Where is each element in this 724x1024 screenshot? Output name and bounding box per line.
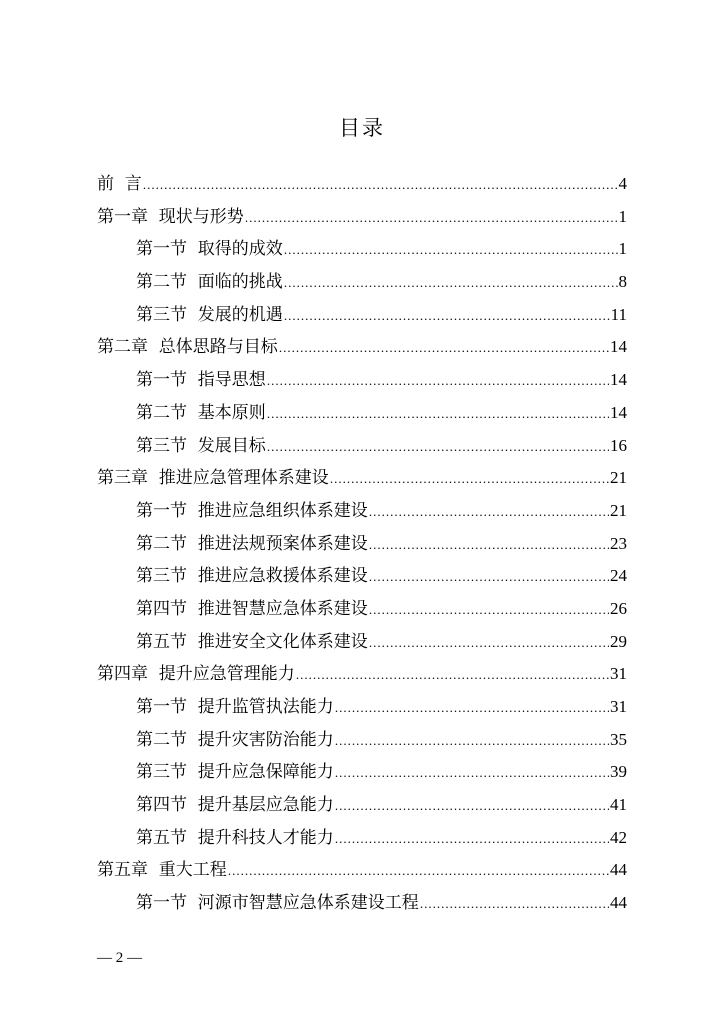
toc-dot-leader (267, 431, 609, 464)
toc-page-number: 8 (618, 272, 627, 292)
toc-dot-leader (420, 888, 609, 921)
toc-section-entry[interactable] (97, 266, 627, 299)
toc-entry-label: 第三节 发展的机遇 (136, 304, 283, 325)
toc-entry-label: 第三节 发展目标 (136, 435, 266, 456)
toc-page-number: 44 (610, 893, 627, 913)
toc-page-number: 39 (610, 762, 627, 782)
toc-dot-leader (335, 790, 609, 823)
toc-entry-label: 第三章 推进应急管理体系建设 (97, 468, 329, 489)
toc-dot-leader (296, 659, 609, 692)
toc-dot-leader (279, 332, 609, 365)
toc-entry-label: 第一节 提升监管执法能力 (136, 697, 334, 717)
toc-dot-leader (143, 169, 618, 202)
toc-page-number: 4 (618, 174, 627, 193)
toc-dot-leader (369, 627, 609, 660)
toc-chapter-entry[interactable] (97, 462, 627, 495)
toc-page-number: 14 (610, 337, 627, 357)
toc-section-entry[interactable] (97, 233, 627, 266)
toc-dot-leader (284, 267, 618, 300)
toc-dot-leader (335, 725, 609, 758)
toc-section-entry[interactable] (97, 495, 627, 528)
toc-entry-label: 前 言 (97, 174, 142, 194)
toc-entry-label: 第二节 基本原则 (136, 402, 266, 423)
page-number-footer: — 2 — (97, 950, 142, 966)
toc-chapter-entry[interactable] (97, 201, 627, 234)
table-of-contents (97, 168, 627, 920)
toc-entry-label: 第一章 现状与形势 (97, 206, 244, 227)
toc-entry-label: 第四节 提升基层应急能力 (136, 795, 334, 816)
toc-dot-leader (245, 202, 618, 235)
toc-entry-label: 第四节 推进智慧应急体系建设 (136, 598, 368, 619)
toc-entry-label: 第三节 推进应急救援体系建设 (136, 566, 368, 587)
toc-section-entry[interactable] (97, 887, 627, 920)
toc-dot-leader (228, 855, 609, 888)
toc-section-entry[interactable] (97, 430, 627, 463)
toc-dot-leader (284, 234, 618, 267)
toc-dot-leader (369, 561, 609, 594)
toc-page-number: 44 (610, 860, 627, 880)
toc-chapter-entry[interactable] (97, 168, 627, 201)
toc-section-entry[interactable] (97, 756, 627, 789)
toc-entry-label: 第五节 推进安全文化体系建设 (136, 631, 368, 652)
toc-page-number: 21 (610, 468, 627, 488)
toc-dot-leader (369, 594, 609, 627)
toc-page-number: 21 (610, 500, 627, 520)
toc-entry-label: 第四章 提升应急管理能力 (97, 664, 295, 685)
toc-section-entry[interactable] (97, 626, 627, 659)
toc-page-number: 42 (610, 827, 627, 847)
toc-section-entry[interactable] (97, 789, 627, 822)
toc-page-number: 1 (618, 206, 627, 226)
toc-page-number: 31 (610, 664, 627, 684)
toc-dot-leader (335, 823, 609, 856)
toc-chapter-entry[interactable] (97, 658, 627, 691)
toc-entry-label: 第二章 总体思路与目标 (97, 337, 278, 358)
toc-dot-leader (330, 463, 609, 496)
toc-dot-leader (267, 365, 609, 398)
toc-section-entry[interactable] (97, 724, 627, 757)
toc-entry-label: 第三节 提升应急保障能力 (136, 762, 334, 783)
toc-entry-label: 第二节 推进法规预案体系建设 (136, 533, 368, 554)
toc-dot-leader (267, 398, 609, 431)
toc-section-entry[interactable] (97, 364, 627, 397)
toc-section-entry[interactable] (97, 528, 627, 561)
toc-entry-label: 第一节 推进应急组织体系建设 (136, 500, 368, 521)
toc-dot-leader (335, 692, 609, 725)
toc-page-number: 1 (618, 239, 627, 259)
toc-dot-leader (369, 496, 609, 529)
toc-entry-label: 第五节 提升科技人才能力 (136, 827, 334, 848)
toc-entry-label: 第二节 提升灾害防治能力 (136, 729, 334, 750)
toc-dot-leader (369, 529, 609, 562)
toc-entry-label: 第一节 河源市智慧应急体系建设工程 (136, 893, 419, 914)
toc-chapter-entry[interactable] (97, 331, 627, 364)
toc-chapter-entry[interactable] (97, 854, 627, 887)
toc-entry-label: 第一节 取得的成效 (136, 239, 283, 260)
page-title: 目录 (339, 116, 385, 140)
toc-page-number: 24 (610, 566, 627, 586)
toc-page-number: 29 (610, 631, 627, 651)
toc-page-number: 14 (610, 402, 627, 422)
toc-page-number: 35 (610, 729, 627, 749)
toc-page-number: 14 (610, 370, 627, 390)
toc-section-entry[interactable] (97, 691, 627, 724)
toc-section-entry[interactable] (97, 299, 627, 332)
toc-page-number: 26 (610, 598, 627, 618)
toc-page-number: 31 (610, 697, 627, 716)
toc-entry-label: 第五章 重大工程 (97, 860, 227, 881)
toc-section-entry[interactable] (97, 822, 627, 855)
toc-page-number: 23 (610, 533, 627, 553)
toc-dot-leader (335, 757, 609, 790)
toc-section-entry[interactable] (97, 397, 627, 430)
toc-dot-leader (284, 300, 610, 333)
toc-page-number: 11 (610, 304, 627, 324)
toc-entry-label: 第一节 指导思想 (136, 370, 266, 391)
toc-page-number: 16 (610, 435, 627, 455)
toc-page-number: 41 (610, 795, 627, 815)
toc-section-entry[interactable] (97, 560, 627, 593)
toc-entry-label: 第二节 面临的挑战 (136, 272, 283, 293)
toc-section-entry[interactable] (97, 593, 627, 626)
